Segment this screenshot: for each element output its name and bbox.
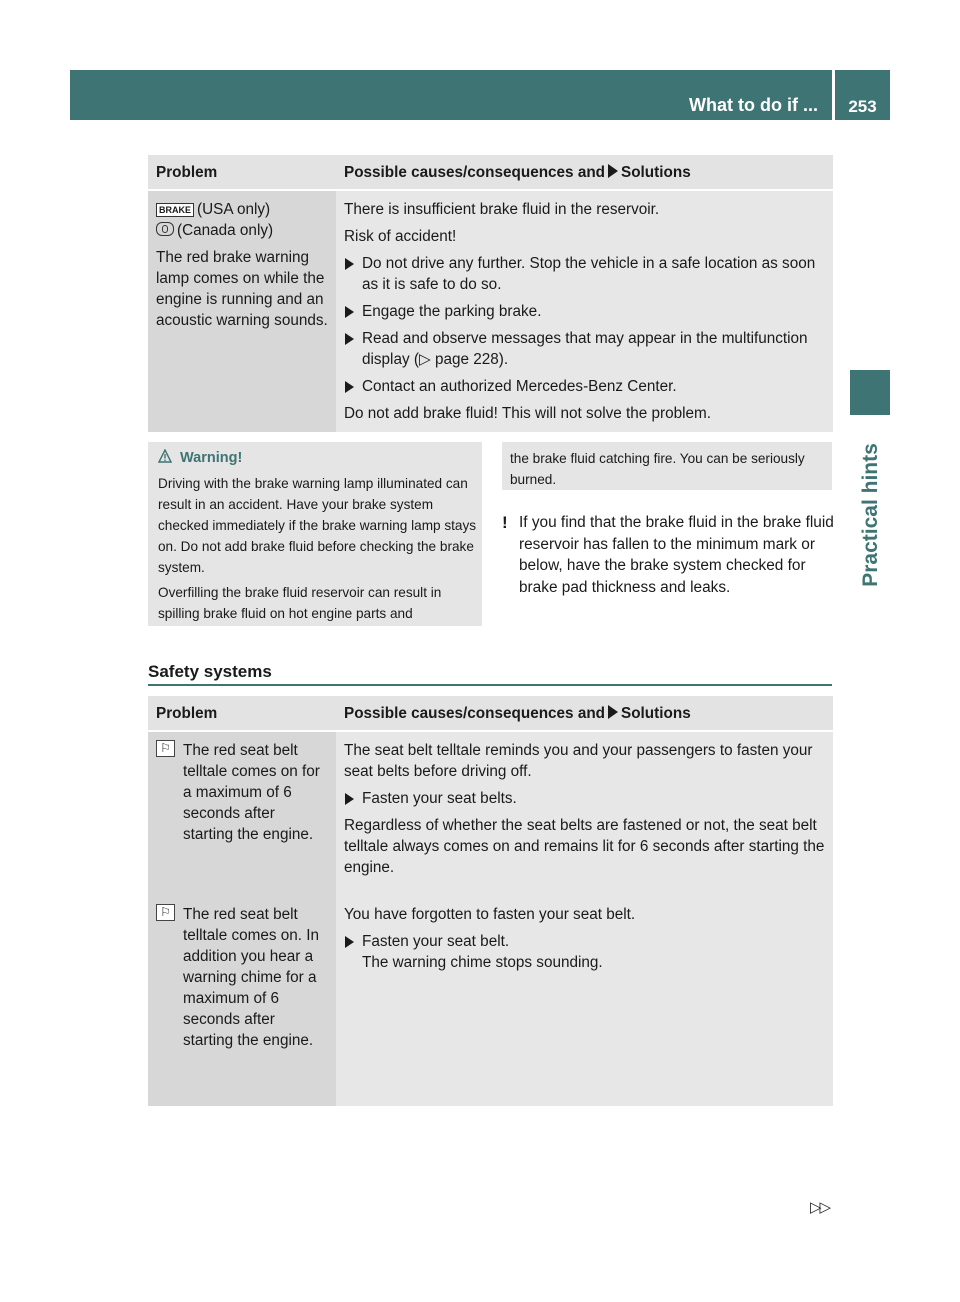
step-item: Engage the parking brake. <box>344 301 825 322</box>
solution-cell: There is insufficient brake fluid in the reservoir. Risk of accident! Do not drive any further. Stop the vehicle in a safe location as soon as it is safe to do so. Engage the parking brake. Read and observe messages that may appear in the multifunction display (▷ page 228). Contact an authorized Mercedes-Benz Center. Do not add brake fluid! This will not solve the problem. <box>336 190 833 432</box>
solutions-column-header: Possible causes/consequences and Solutions <box>336 696 833 731</box>
table-header-row <box>148 696 833 731</box>
step-item: Do not drive any further. Stop the vehicle in a safe location as soon as it is safe to do so. <box>344 253 825 295</box>
step-arrow-icon <box>345 793 354 805</box>
solutions-column-header: Possible causes/consequences and Solutions <box>336 155 833 190</box>
brake-warning-icon: BRAKE <box>156 203 194 217</box>
chapter-label: Practical hints <box>859 443 882 587</box>
step-item: Fasten your seat belt. The warning chime stops sounding. <box>344 931 825 973</box>
seat-belt-icon: ⚐ <box>156 740 175 757</box>
problem-cell: ⚐ The red seat belt telltale comes on. In addition you hear a warning chime for a maximum of 6 seconds after starting the engine. <box>148 896 336 1106</box>
section-rule <box>148 684 832 686</box>
continue-arrows-icon: ▷▷ <box>810 1199 830 1216</box>
warning-triangle-icon <box>158 449 172 463</box>
chapter-tab <box>850 370 890 415</box>
step-arrow-icon <box>345 381 354 393</box>
warning-title: Warning! <box>158 448 478 469</box>
seat-belt-icon: ⚐ <box>156 904 175 921</box>
step-item: Contact an authorized Mercedes-Benz Center. <box>344 376 825 397</box>
table-row <box>148 731 833 896</box>
problem-cell: BRAKE (USA only) (Canada only) The red brake warning lamp comes on while the engine is running and an acoustic warning sounds. <box>148 190 336 432</box>
safety-problem-table <box>148 696 833 1106</box>
table-row <box>148 896 833 1106</box>
warning-box <box>148 442 482 626</box>
step-item: Read and observe messages that may appear in the multifunction display (▷ page 228). <box>344 328 825 370</box>
table-header-row <box>148 155 833 190</box>
note-text: If you find that the brake fluid in the brake fluid reservoir has fallen to the minimum mark or below, have the brake system checked for brake pad thickness and leaks. <box>519 514 834 596</box>
problem-column-header: Problem <box>148 696 336 731</box>
step-arrow-icon <box>345 936 354 948</box>
section-heading: Safety systems <box>148 662 272 681</box>
brake-circle-icon <box>156 222 174 236</box>
warning-paragraph: Driving with the brake warning lamp illuminated can result in an accident. Have your brake system checked immediately if the brake warning lamp stays on. Do not add brake fluid before checking the brake system. <box>158 476 477 575</box>
problem-cell: ⚐ The red seat belt telltale comes on for a maximum of 6 seconds after starting the engine. <box>148 731 336 896</box>
arrow-icon <box>608 164 618 178</box>
brake-problem-table <box>148 155 833 432</box>
step-item: Fasten your seat belts. <box>344 788 825 809</box>
table-row <box>148 190 833 432</box>
section-title: What to do if ... <box>689 95 818 115</box>
problem-column-header: Problem <box>148 155 336 190</box>
warning-continuation: the brake fluid catching fire. You can be seriously burned. <box>502 442 832 490</box>
caution-icon: ! <box>502 513 508 532</box>
arrow-icon <box>608 705 618 719</box>
environment-note <box>502 512 834 598</box>
step-arrow-icon <box>345 258 354 270</box>
page-number: 253 <box>835 70 890 120</box>
step-arrow-icon <box>345 333 354 345</box>
solution-cell: The seat belt telltale reminds you and your passengers to fasten your seat belts before driving off. Fasten your seat belts. Regardless of whether the seat belts are fastened or not, the seat belt telltale always comes on and remains lit for 6 seconds after starting the engine. <box>336 731 833 896</box>
warning-paragraph: Overfilling the brake fluid reservoir can result in spilling brake fluid on hot engine parts and <box>158 585 442 621</box>
solution-cell: You have forgotten to fasten your seat belt. Fasten your seat belt. The warning chime stops sounding. <box>336 896 833 1106</box>
problem-text: The red brake warning lamp comes on while the engine is running and an acoustic warning sounds. <box>156 249 328 329</box>
step-arrow-icon <box>345 306 354 318</box>
